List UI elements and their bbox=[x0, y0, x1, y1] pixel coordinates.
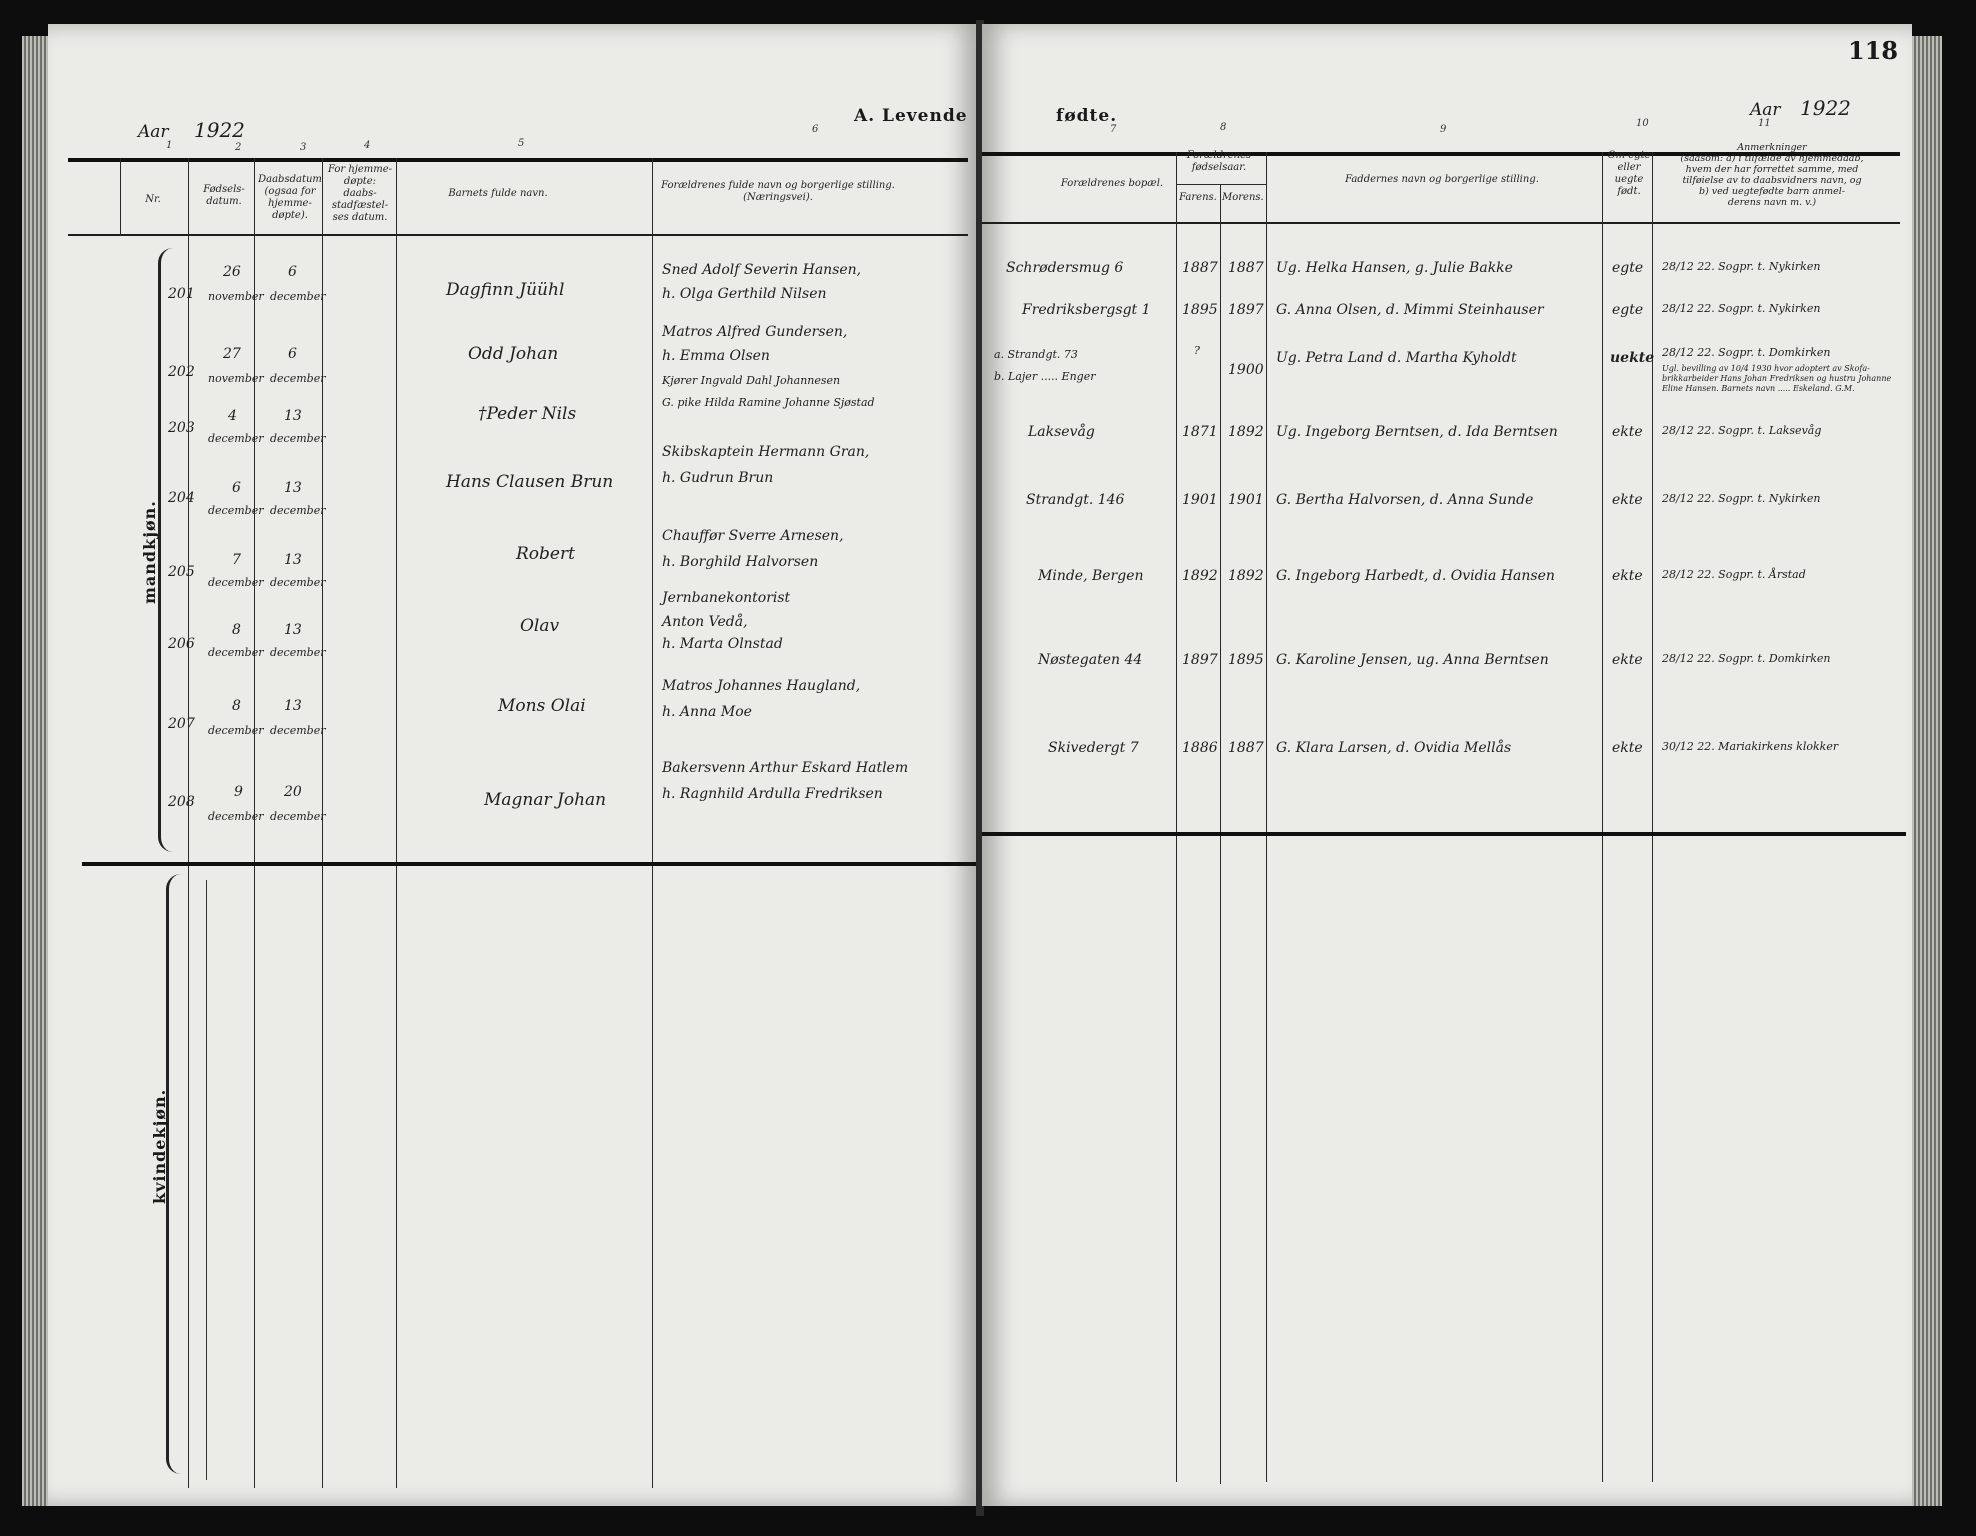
entry-father-year: 1892 bbox=[1182, 568, 1218, 584]
entry-legit: ekte bbox=[1612, 568, 1643, 584]
header-nr: Nr. bbox=[145, 194, 161, 205]
register-title-right: fødte. bbox=[1056, 106, 1118, 126]
section-label-female: kvindekjøn. bbox=[150, 1088, 169, 1204]
entry-born-month: december bbox=[208, 432, 264, 445]
year-label-left: Aar bbox=[138, 122, 169, 142]
entry-born-month: november bbox=[208, 372, 264, 385]
header-navn: Barnets fulde navn. bbox=[448, 188, 548, 199]
header-bottom-rule bbox=[68, 234, 968, 236]
left-page bbox=[48, 24, 978, 1506]
entry-born-month: december bbox=[208, 810, 264, 823]
entry-address: Laksevåg bbox=[1028, 424, 1095, 440]
entry-bapt-day: 13 bbox=[284, 622, 302, 638]
entry-bapt-day: 13 bbox=[284, 698, 302, 714]
page-number: 118 bbox=[1848, 36, 1899, 65]
entry-legit: ekte bbox=[1612, 492, 1643, 508]
entry-bapt-month: december bbox=[270, 724, 326, 737]
entry-note: 28/12 22. Sogpr. t. Nykirken bbox=[1662, 492, 1821, 505]
entry-child: Mons Olai bbox=[498, 696, 586, 716]
entry-bapt-day: 20 bbox=[284, 784, 302, 800]
entry-nr: 201 bbox=[168, 286, 195, 302]
colnum-5: 5 bbox=[518, 138, 525, 149]
entry-father-year: 1901 bbox=[1182, 492, 1218, 508]
entry-mother-year: 1895 bbox=[1228, 652, 1264, 668]
entry-sponsors: Ug. Ingeborg Berntsen, d. Ida Berntsen bbox=[1276, 424, 1558, 440]
entry-born-day: 8 bbox=[232, 622, 241, 638]
entry-nr: 206 bbox=[168, 636, 195, 652]
header-hjemme: For hjemme- døpte: daabs- stadfæstel- ses datum. bbox=[327, 164, 393, 223]
header-farens: Farens. bbox=[1179, 192, 1217, 203]
section-divider-left bbox=[82, 862, 978, 866]
colnum-6: 6 bbox=[812, 124, 819, 135]
entry-bapt-month: december bbox=[270, 810, 326, 823]
entry-note: 28/12 22. Sogpr. t. Nykirken bbox=[1662, 260, 1821, 273]
header-morens: Morens. bbox=[1222, 192, 1264, 203]
left-page-edges bbox=[22, 36, 50, 1506]
entry-sponsors: G. Anna Olsen, d. Mimmi Steinhauser bbox=[1276, 302, 1544, 318]
year-value-left: 1922 bbox=[194, 118, 245, 142]
col-rule bbox=[254, 158, 255, 1488]
entry-mother-year: 1892 bbox=[1228, 424, 1264, 440]
entry-address: Strandgt. 146 bbox=[1026, 492, 1125, 508]
entry-mother-year: 1900 bbox=[1228, 362, 1264, 378]
entry-child: Olav bbox=[520, 616, 560, 636]
entry-legit: egte bbox=[1612, 302, 1644, 318]
entry-nr: 208 bbox=[168, 794, 195, 810]
entry-parents: Skibskaptein Hermann Gran, bbox=[662, 444, 870, 460]
entry-parents: G. pike Hilda Ramine Johanne Sjøstad bbox=[662, 396, 875, 409]
entry-note-adoption: Ugl. bevilling av 10/4 1930 hvor adoptert av Skofa-brikkarbeider Hans Johan Fredriksen og hustru Johanne Eline Hansen. Barnets navn ..... Eskeland. G.M. bbox=[1662, 364, 1892, 393]
entry-born-day: 7 bbox=[232, 552, 241, 568]
colnum-9: 9 bbox=[1440, 124, 1447, 135]
entry-sponsors: Ug. Petra Land d. Martha Kyholdt bbox=[1276, 350, 1517, 366]
header-uegte: Om egte eller uegte født. bbox=[1607, 150, 1651, 197]
header-daabs: Daabsdatum (ogsaa for hjemme- døpte). bbox=[258, 174, 322, 221]
header-top-rule bbox=[68, 158, 968, 162]
entry-bapt-day: 13 bbox=[284, 480, 302, 496]
colnum-4: 4 bbox=[364, 140, 371, 151]
entry-note: 30/12 22. Mariakirkens klokker bbox=[1662, 740, 1839, 753]
colnum-1: 1 bbox=[166, 140, 173, 151]
entry-bapt-day: 13 bbox=[284, 552, 302, 568]
entry-nr: 203 bbox=[168, 420, 195, 436]
header-bopael: Forældrenes bopæl. bbox=[1060, 178, 1164, 189]
entry-sponsors: G. Klara Larsen, d. Ovidia Mellås bbox=[1276, 740, 1512, 756]
entry-parents: Kjører Ingvald Dahl Johannesen bbox=[662, 374, 841, 387]
entry-born-month: november bbox=[208, 290, 264, 303]
col-rule bbox=[206, 880, 207, 1480]
entry-address: a. Strandgt. 73 b. Lajer ..... Enger bbox=[994, 348, 1096, 383]
entry-parents: h. Ragnhild Ardulla Fredriksen bbox=[662, 786, 883, 802]
header-foraeldre: Forældrenes fulde navn og borgerlige stilling. (Næringsvei). bbox=[661, 180, 895, 203]
entry-bapt-day: 6 bbox=[288, 346, 297, 362]
header-anmerk: Anmerkninger (saasom: a) i tilfælde av hjemmedaab, hvem der har forrettet samme, med tilføielse av to daabsvidners navn, og b) ved uegtefødte barn anmel- derens navn m. v.) bbox=[1680, 142, 1864, 208]
section-divider-right bbox=[982, 832, 1906, 836]
entry-bapt-month: december bbox=[270, 372, 326, 385]
entry-child: Magnar Johan bbox=[484, 790, 607, 810]
entry-bapt-month: december bbox=[270, 646, 326, 659]
entry-legit: ekte bbox=[1612, 424, 1643, 440]
entry-parents: Matros Alfred Gundersen, bbox=[662, 324, 848, 340]
col-rule bbox=[120, 158, 121, 236]
entry-parents: h. Gudrun Brun bbox=[662, 470, 774, 486]
entry-note: 28/12 22. Sogpr. t. Domkirken bbox=[1662, 346, 1831, 359]
entry-born-day: 6 bbox=[232, 480, 241, 496]
entry-sponsors: G. Bertha Halvorsen, d. Anna Sunde bbox=[1276, 492, 1534, 508]
entry-mother-year: 1892 bbox=[1228, 568, 1264, 584]
entry-bapt-day: 13 bbox=[284, 408, 302, 424]
entry-legit: egte bbox=[1612, 260, 1644, 276]
header-fodselsaar: Forældrenes fødselsaar. bbox=[1186, 150, 1252, 173]
entry-note: 28/12 22. Sogpr. t. Laksevåg bbox=[1662, 424, 1822, 437]
col-rule bbox=[1266, 152, 1267, 1482]
entry-note: 28/12 22. Sogpr. t. Årstad bbox=[1662, 568, 1806, 581]
entry-parents: Sned Adolf Severin Hansen, bbox=[662, 262, 862, 278]
entry-born-month: december bbox=[208, 646, 264, 659]
entry-address: Schrødersmug 6 bbox=[1006, 260, 1124, 276]
col-rule bbox=[396, 158, 397, 1488]
entry-address: Nøstegaten 44 bbox=[1038, 652, 1143, 668]
entry-father-year: 1887 bbox=[1182, 260, 1218, 276]
entry-mother-year: 1901 bbox=[1228, 492, 1264, 508]
entry-born-day: 8 bbox=[232, 698, 241, 714]
entry-legit: uekte bbox=[1610, 350, 1655, 366]
entry-child: Robert bbox=[516, 544, 575, 564]
year-value-right: 1922 bbox=[1800, 96, 1851, 120]
entry-born-day: 26 bbox=[223, 264, 241, 280]
entry-parents: Chauffør Sverre Arnesen, bbox=[662, 528, 844, 544]
register-title-left: A. Levende bbox=[854, 106, 968, 126]
entry-born-month: december bbox=[208, 504, 264, 517]
entry-bapt-month: december bbox=[270, 504, 326, 517]
entry-legit: ekte bbox=[1612, 740, 1643, 756]
entry-note: 28/12 22. Sogpr. t. Nykirken bbox=[1662, 302, 1821, 315]
col-rule bbox=[652, 158, 653, 1488]
entry-father-year: 1886 bbox=[1182, 740, 1218, 756]
entry-nr: 204 bbox=[168, 490, 195, 506]
col-rule bbox=[188, 158, 189, 1488]
header-faddere: Faddernes navn og borgerlige stilling. bbox=[1345, 174, 1539, 185]
right-page-edges bbox=[1912, 36, 1942, 1506]
entry-nr: 207 bbox=[168, 716, 195, 732]
right-page bbox=[982, 24, 1912, 1506]
colnum-10: 10 bbox=[1636, 118, 1649, 129]
entry-mother-year: 1897 bbox=[1228, 302, 1264, 318]
entry-address: Skivedergt 7 bbox=[1048, 740, 1139, 756]
entry-bapt-month: december bbox=[270, 576, 326, 589]
entry-parents: h. Emma Olsen bbox=[662, 348, 770, 364]
entry-parents: h. Anna Moe bbox=[662, 704, 752, 720]
entry-nr: 205 bbox=[168, 564, 195, 580]
entry-parents: Matros Johannes Haugland, bbox=[662, 678, 861, 694]
entry-father-year: 1871 bbox=[1182, 424, 1218, 440]
year-label-right: Aar bbox=[1750, 100, 1781, 120]
entry-bapt-month: december bbox=[270, 290, 326, 303]
entry-child: †Peder Nils bbox=[478, 404, 577, 424]
entry-born-day: 9 bbox=[234, 784, 243, 800]
entry-born-day: 27 bbox=[223, 346, 241, 362]
colnum-8: 8 bbox=[1220, 122, 1227, 133]
entry-child: Dagfinn Jüühl bbox=[446, 280, 565, 300]
entry-sponsors: Ug. Helka Hansen, g. Julie Bakke bbox=[1276, 260, 1513, 276]
entry-born-month: december bbox=[208, 576, 264, 589]
entry-born-day: 4 bbox=[228, 408, 237, 424]
entry-parents: Bakersvenn Arthur Eskard Hatlem bbox=[662, 760, 909, 776]
colnum-7: 7 bbox=[1110, 124, 1117, 135]
header-fodsels: Fødsels- datum. bbox=[203, 184, 245, 207]
entry-father-year: 1895 bbox=[1182, 302, 1218, 318]
entry-sponsors: G. Karoline Jensen, ug. Anna Berntsen bbox=[1276, 652, 1549, 668]
entry-child: Hans Clausen Brun bbox=[446, 472, 614, 492]
entry-parents: h. Marta Olnstad bbox=[662, 636, 783, 652]
colnum-11: 11 bbox=[1758, 118, 1771, 129]
entry-parents: Jernbanekontorist Anton Vedå, bbox=[662, 590, 791, 630]
entry-address: Fredriksbergsgt 1 bbox=[1022, 302, 1151, 318]
entry-father-year: ? bbox=[1194, 344, 1200, 357]
entry-note: 28/12 22. Sogpr. t. Domkirken bbox=[1662, 652, 1831, 665]
entry-mother-year: 1887 bbox=[1228, 260, 1264, 276]
col-rule bbox=[322, 158, 323, 1488]
section-label-male: mandkjøn. bbox=[140, 500, 159, 604]
col-rule bbox=[1602, 152, 1603, 1482]
entry-bapt-day: 6 bbox=[288, 264, 297, 280]
col-rule bbox=[1176, 184, 1266, 185]
colnum-2: 2 bbox=[235, 142, 242, 153]
entry-mother-year: 1887 bbox=[1228, 740, 1264, 756]
brace-male bbox=[158, 248, 173, 852]
col-rule bbox=[1176, 152, 1177, 1482]
entry-sponsors: G. Ingeborg Harbedt, d. Ovidia Hansen bbox=[1276, 568, 1555, 584]
entry-bapt-month: december bbox=[270, 432, 326, 445]
colnum-3: 3 bbox=[300, 142, 307, 153]
entry-child: Odd Johan bbox=[468, 344, 559, 364]
entry-parents: h. Borghild Halvorsen bbox=[662, 554, 819, 570]
header-bottom-rule-right bbox=[982, 222, 1900, 224]
entry-father-year: 1897 bbox=[1182, 652, 1218, 668]
entry-parents: h. Olga Gerthild Nilsen bbox=[662, 286, 827, 302]
entry-nr: 202 bbox=[168, 364, 195, 380]
entry-legit: ekte bbox=[1612, 652, 1643, 668]
entry-born-month: december bbox=[208, 724, 264, 737]
entry-address: Minde, Bergen bbox=[1038, 568, 1144, 584]
